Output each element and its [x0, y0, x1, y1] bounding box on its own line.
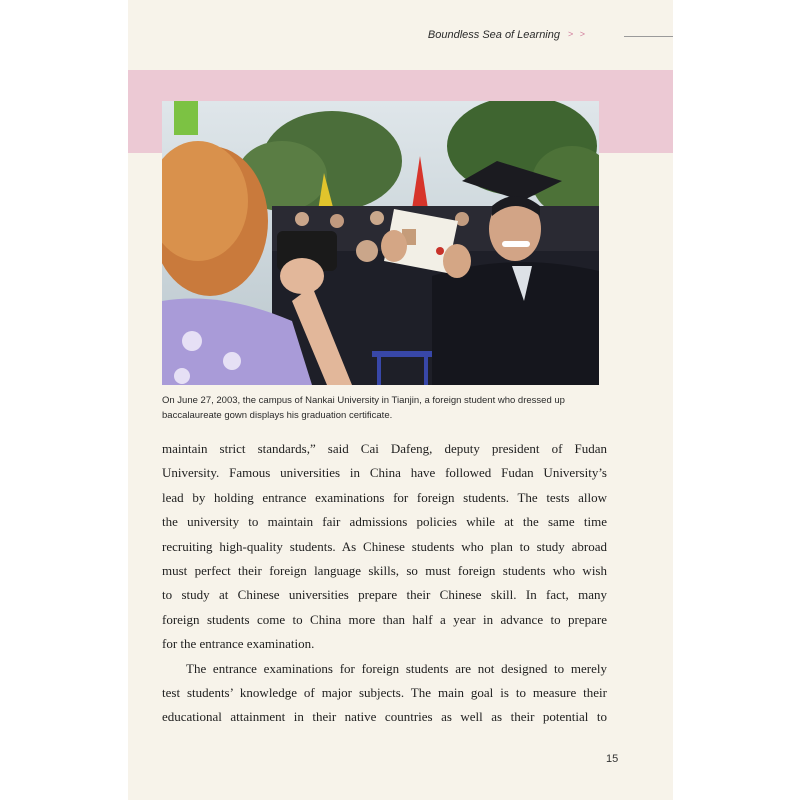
- text-line: maintain strict standards,” said Cai Dafeng, deputy president of Fudan: [162, 441, 607, 456]
- book-page: [128, 0, 673, 800]
- caption-line: baccalaureate gown displays his graduation certificate.: [162, 410, 393, 421]
- text-line: foreign students come to China more than half a year in advance to prepare: [162, 611, 607, 627]
- text-line: University. Famous universities in China have followed Fudan University’s: [162, 465, 607, 481]
- text-line: educational attainment in their native countries as well as their potential to: [162, 709, 607, 725]
- header-arrows-icon: > >: [568, 29, 588, 39]
- text-line: to study at Chinese universities prepare their Chinese skill. In fact, many: [162, 587, 607, 603]
- text-line: the university to maintain fair admissions policies while at the same time: [162, 514, 607, 530]
- text-line: test students’ knowledge of major subjects. The main goal is to measure their: [162, 685, 607, 701]
- graduation-photo: [162, 101, 599, 385]
- text-line: lead by holding entrance examinations for foreign students. The tests allow: [162, 489, 607, 505]
- photo-caption: [162, 393, 612, 423]
- caption-line: On June 27, 2003, the campus of Nankai University in Tianjin, a foreign student who dressed up: [162, 395, 565, 406]
- page-number: 15: [606, 753, 619, 765]
- body-text: [162, 437, 607, 730]
- header-rule: [624, 36, 673, 37]
- text-line: for the entrance examination.: [162, 636, 315, 652]
- text-line: The entrance examinations for foreign students are not designed to merely: [186, 660, 607, 676]
- text-line: recruiting high-quality students. As Chinese students who plan to study abroad: [162, 538, 607, 554]
- running-header-title: Boundless Sea of Learning: [427, 29, 560, 41]
- text-line: must perfect their foreign language skills, so must foreign students who wish: [162, 563, 607, 579]
